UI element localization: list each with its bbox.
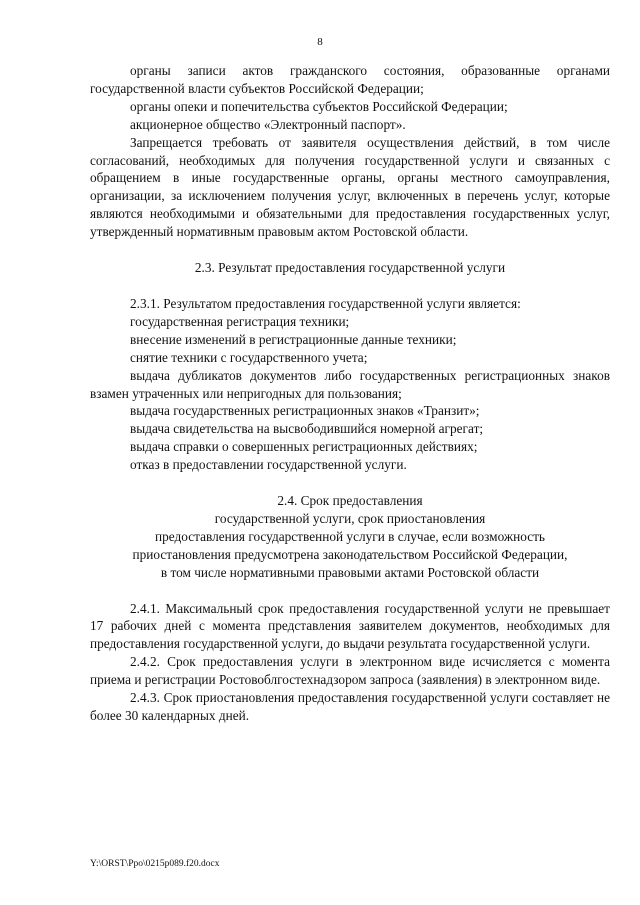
paragraph: 2.4.3. Срок приостановления предоставления государственной услуги составляет не более 30 календарных дней. bbox=[90, 690, 610, 723]
paragraph: 2.3.1. Результатом предоставления государственной услуги является: bbox=[130, 295, 521, 311]
paragraph: органы записи актов гражданского состояния, образованные органами государственной власти субъектов Российской Федерации; bbox=[90, 63, 610, 96]
section-heading-2-4-line: 2.4. Срок предоставления bbox=[277, 493, 423, 509]
section-heading-2-4-line: в том числе нормативными правовыми актами Ростовской области bbox=[160, 564, 540, 580]
list-item: государственная регистрация техники; bbox=[130, 313, 350, 329]
list-item: отказ в предоставлении государственной услуги. bbox=[130, 457, 407, 473]
section-heading-2-4-line: приостановления предусмотрена законодательством Российской Федерации, bbox=[132, 546, 568, 562]
section-heading-2-3: 2.3. Результат предоставления государственной услуги bbox=[194, 260, 506, 276]
section-heading-2-4-line: предоставления государственной услуги в случае, если возможность bbox=[155, 528, 545, 544]
paragraph: 2.4.2. Срок предоставления услуги в электронном виде исчисляется с момента приема и регистрации Ростовоблгостехнадзором запроса (заявления) в электронном виде. bbox=[90, 654, 610, 688]
paragraph: акционерное общество «Электронный паспорт». bbox=[130, 116, 406, 132]
file-path-footer: Y:\ORST\Ppo\0215p089.f20.docx bbox=[90, 859, 220, 869]
paragraph: Запрещается требовать от заявителя осуществления действий, в том числе согласований, необходимых для получения государственной услуги и связанных с обращением в иные государственные органы, органы местного самоуправления, организации, за исключением получения услуг, включенных в перечень услуг, которые являются необходимыми и обязательными для предоставления государственных услуг, утвержденный нормативным правовым актом Ростовской области. bbox=[90, 134, 610, 240]
list-item: выдача государственных регистрационных знаков «Транзит»; bbox=[130, 403, 480, 419]
paragraph: органы опеки и попечительства субъектов Российской Федерации; bbox=[130, 98, 508, 114]
document-body bbox=[90, 62, 610, 725]
section-heading-2-4-line: государственной услуги, срок приостановления bbox=[214, 510, 486, 526]
list-item: внесение изменений в регистрационные данные техники; bbox=[130, 331, 457, 347]
list-item: снятие техники с государственного учета; bbox=[130, 349, 368, 365]
list-item: выдача дубликатов документов либо государственных регистрационных знаков взамен утраченных или непригодных для пользования; bbox=[90, 367, 610, 401]
page-number: 8 bbox=[317, 36, 323, 48]
list-item: выдача справки о совершенных регистрационных действиях; bbox=[130, 439, 478, 455]
list-item: выдача свидетельства на высвободившийся номерной агрегат; bbox=[130, 421, 484, 437]
paragraph: 2.4.1. Максимальный срок предоставления государственной услуги не превышает 17 рабочих дней с момента представления заявителем документов, необходимых для предоставления государственной услуги, до выдачи результата государственной услуги. bbox=[90, 600, 610, 652]
